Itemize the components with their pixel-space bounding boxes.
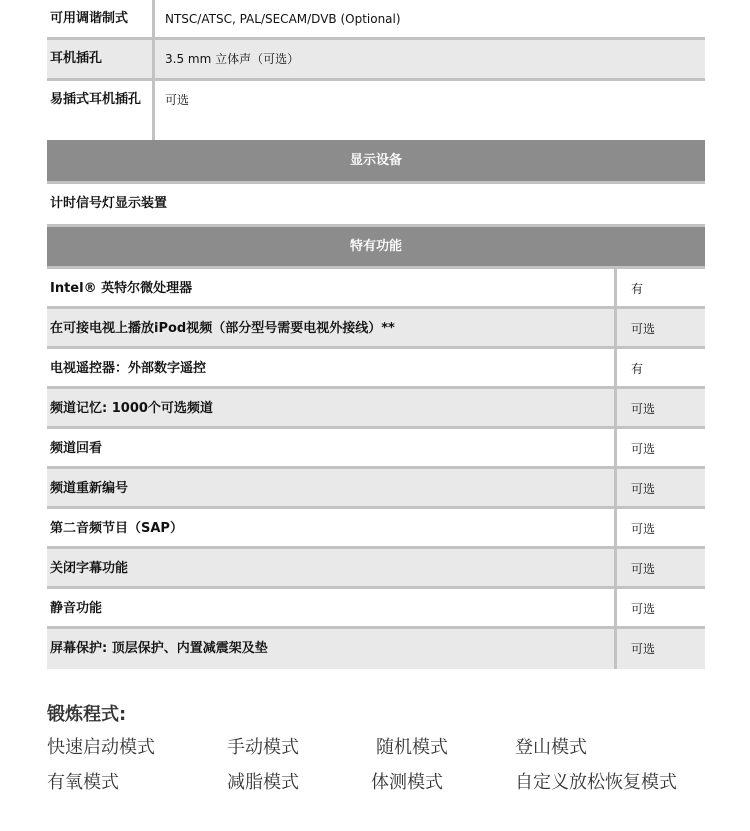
- spec-label: 耳机插孔: [47, 40, 155, 78]
- mode-item: 自定义放松恢复模式: [515, 772, 677, 793]
- feature-name: 屏幕保护: 顶层保护、内置减震架及垫: [47, 629, 617, 669]
- feature-value: 可选: [617, 389, 705, 426]
- table-row: [47, 589, 705, 629]
- table-row: [47, 549, 705, 589]
- mode-item: 快速启动模式: [47, 737, 155, 758]
- spec-value: NTSC/ATSC, PAL/SECAM/DVB (Optional): [165, 12, 401, 26]
- spec-value: 可选: [165, 93, 190, 107]
- feature-name: 频道重新编号: [47, 469, 617, 506]
- feature-name: 频道回看: [47, 429, 617, 466]
- spec-value: 3.5 mm 立体声（可选）: [155, 40, 705, 78]
- feature-value: 有: [631, 282, 644, 296]
- exercise-modes: [47, 700, 727, 800]
- mode-item: 体测模式: [371, 772, 443, 793]
- mode-line-1: [47, 730, 727, 765]
- mode-item: 有氧模式: [47, 772, 119, 793]
- spec-label: 可用调谐制式: [47, 0, 155, 37]
- spec-sheet: [47, 0, 705, 669]
- table-row: [47, 269, 705, 309]
- table-row: [47, 309, 705, 349]
- feature-value: 可选: [617, 309, 705, 346]
- mode-item: 登山模式: [515, 737, 587, 758]
- feature-value: 可选: [617, 469, 705, 506]
- feature-value: 可选: [631, 522, 656, 536]
- table-row: [47, 349, 705, 389]
- mode-item: 随机模式: [376, 737, 448, 758]
- table-row: [47, 429, 705, 469]
- feature-value: 可选: [617, 549, 705, 586]
- feature-value: 可选: [631, 442, 656, 456]
- feature-value: 可选: [631, 602, 656, 616]
- feature-name: 第二音频节目（SAP）: [47, 509, 617, 546]
- feature-name: 关闭字幕功能: [47, 549, 617, 586]
- table-row: [47, 469, 705, 509]
- display-row: 计时信号灯显示装置: [47, 184, 705, 227]
- features-table: [47, 269, 705, 669]
- spec-row-easy-headphone: [47, 81, 705, 140]
- feature-name: Intel® 英特尔微处理器: [47, 269, 617, 306]
- spec-row-tuning: [47, 0, 705, 40]
- feature-name: 在可接电视上播放iPod视频（部分型号需要电视外接线）**: [47, 309, 617, 346]
- feature-value: 有: [631, 362, 644, 376]
- table-row: [47, 509, 705, 549]
- spec-row-headphone: [47, 40, 705, 81]
- feature-value: 可选: [617, 629, 705, 669]
- feature-name: 静音功能: [47, 589, 617, 626]
- exercise-modes-title: 锻炼程式:: [47, 704, 127, 725]
- feature-name: 电视遥控器：外部数字遥控: [47, 349, 617, 386]
- feature-name: 频道记忆: 1000个可选频道: [47, 389, 617, 426]
- display-section-header: 显示设备: [47, 140, 705, 184]
- mode-line-2: [47, 765, 727, 800]
- mode-item: 手动模式: [227, 737, 299, 758]
- spec-label: 易插式耳机插孔: [47, 81, 155, 140]
- mode-item: 减脂模式: [227, 772, 299, 793]
- table-row: [47, 629, 705, 669]
- table-row: [47, 389, 705, 429]
- features-section-header: 特有功能: [47, 227, 705, 269]
